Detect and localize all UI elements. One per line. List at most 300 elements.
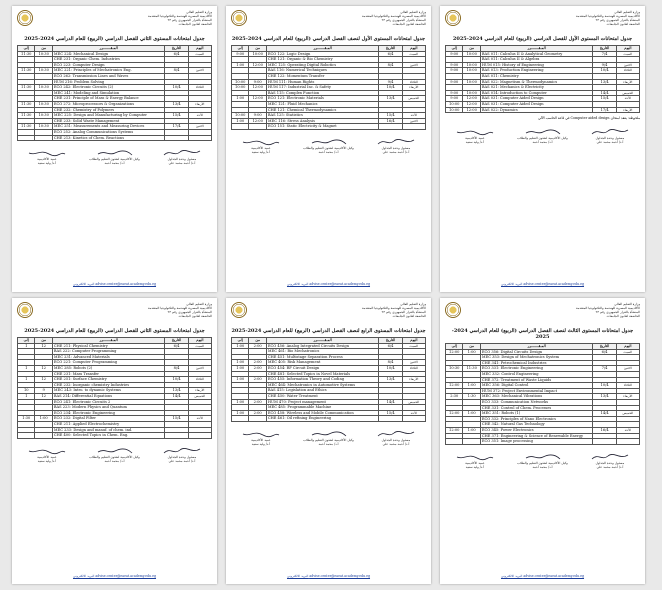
signature-scribble-icon [27,149,67,157]
day-cell [188,135,211,141]
col-day: اليوم [616,344,639,350]
time-from-cell: 12 [35,377,52,383]
sheet-level1 [440,6,645,292]
date-cell: 7/4 [593,366,616,372]
time-from-cell: 12:00 [249,85,266,91]
date-cell: 15/4 [593,96,616,102]
course-cell: MEC 353: Design of Mechatronics System [480,355,593,361]
col-date: التاريخ [379,46,402,52]
time-to-cell: 12:00 [446,383,463,389]
time-to-cell: 1:30 [18,416,35,422]
course-cell: ECO 456: Analog Integrated Circuits Design [266,343,379,349]
header-text [560,10,640,26]
date-cell: 8/4 [379,360,402,366]
course-cell: ECO 262: Transmission Lines and Waves [52,73,165,79]
course-cell: ECO 333: Communication Networks [480,399,593,405]
course-cell: MEC 464: Mechatronics in Automotive Systems [266,382,379,388]
time-to-cell: 11:30 [18,68,35,74]
day-cell: الأربعاء [188,388,211,394]
academy-seal-icon [17,302,33,318]
header-line: وزارة التعليم العالي [614,10,640,14]
signature-role: مسئول وحدة الجداول [167,157,197,162]
signatures [231,430,426,446]
header-line: الأكاديمية المصرية للهندسة والتكنولوجيا المتقدمة [147,306,212,310]
day-cell: الأربعاء [402,85,425,91]
signature-scribble-icon [455,128,495,136]
sheet-level4 [226,298,431,584]
signatures [17,447,212,463]
time-to-cell: 1:00 [232,410,249,416]
footer-email[interactable] [226,282,431,286]
date-cell [379,124,402,130]
course-cell: BAS 011: Calculus II & Analytical Geometry [480,51,593,57]
time-to-cell: 10:00 [232,113,249,119]
date-cell: 15/4 [379,410,402,416]
signature-person: أ.د/ وليد سعيد [251,149,271,154]
schedule-title: جدول امتحانات المستوى الثالث لنصف الفصل الدراسي (الربيع) للعام الدراسي 2024-2025 [451,328,634,340]
signature-person: أ.د/ وليد سعيد [251,441,271,446]
col-course: المـقـــــــرر [266,338,379,344]
col-date: التاريخ [379,338,402,344]
signature-person: أ.د/ محمد أحمد [318,149,339,154]
time-from-cell: 2:00 [249,343,266,349]
time-from-cell [35,135,52,141]
signature-role: مسئول وحدة الجداول [167,454,197,459]
course-cell: CHE 232: Chemistry of Polymers [52,107,165,113]
course-cell: MEC 285: Robots (2) [52,365,165,371]
signature-vice [513,128,573,144]
header-text [560,302,640,318]
header-line: وزارة التعليم العالي [400,302,426,306]
time-to-cell: 1:00 [232,399,249,405]
time-to-cell: 10:00 [446,107,463,113]
signature-scribble-icon [523,128,563,136]
time-from-cell [249,416,266,422]
date-cell: 13/4 [593,394,616,400]
footer-email[interactable] [12,282,217,286]
course-cell: MEC 121: Fluid Mechanics [266,101,379,107]
signature-person: أ.د/ أحمد محمد علي [168,161,196,166]
time-from-cell: 2:00 [249,360,266,366]
signature-person: أ.د/ محمد أحمد [318,441,339,446]
day-cell: الأربعاء [616,394,639,400]
signature-vice [85,447,145,463]
col-date: التاريخ [165,46,188,52]
day-cell: الاثنين [188,365,211,371]
signature-person: أ.د/ وليد سعيد [37,458,57,463]
time-from-cell: 10:30 [35,85,52,91]
course-cell: BAS 022: Magnetism & Thermodynamics [480,79,593,85]
time-from-cell: 12 [35,343,52,349]
course-cell: HUM 015: History of Engineering [480,62,593,68]
time-to-cell: 1:00 [232,118,249,124]
course-cell: BAS 115: Complex Function [266,90,379,96]
signature-role: مسئول وحدة الجداول [595,460,625,465]
signature-person: أ.د/ وليد سعيد [465,464,485,469]
academy-seal-icon [231,302,247,318]
date-cell: 13/4 [593,79,616,85]
header-line: الخاضعة لقانون الجامعات [178,314,212,318]
col-to: إلى [446,344,463,350]
signature-role: عميد الأكاديمية [251,145,271,150]
time-to-cell: 11:30 [18,51,35,57]
signature-person: أ.د/ محمد أحمد [104,458,125,463]
footer-label: البريد الالكتروني [72,282,95,286]
time-from-cell: 9 [35,388,52,394]
course-cell: MEC 116: Stress Analysis [266,118,379,124]
course-cell: CHE 342: Natural Gas Technology [480,422,593,428]
day-cell: الأحد [616,96,639,102]
time-from-cell: 12:00 [463,107,480,113]
date-cell: 15/4 [165,416,188,422]
signatures [445,453,640,469]
signatures [17,149,212,165]
time-from-cell: 1:00 [35,416,52,422]
course-cell: ECO 151: Static Electricity & Magnet [266,124,379,130]
col-course: المـقـــــــرر [52,338,165,344]
header-line: المنشأة بالقرار الجمهوري رقم ٢٣ [167,18,212,22]
col-from: من [463,344,480,350]
date-cell: 10/4 [379,365,402,371]
signature-person: أ.د/ أحمد محمد علي [382,149,410,154]
course-cell: MEC 231: Advanced Materials [52,354,165,360]
col-from: من [35,338,52,344]
col-to: إلى [18,338,35,344]
date-cell: 6/4 [379,343,402,349]
course-cell: CHE 450: Water Treatment [266,393,379,399]
header-text [132,302,212,318]
table-row [232,124,426,130]
time-to-cell [232,416,249,422]
course-cell: ECO 331: Electronic Engineering [480,366,593,372]
schedule-body [18,51,212,141]
date-cell: 10/4 [165,85,188,91]
academy-seal-icon [445,302,461,318]
course-cell: CHE 231: Mass Transfer [52,371,165,377]
time-from-cell: 10:30 [35,124,52,130]
course-cell: CHE 231: Principle of Mass & Energy Balance [52,96,165,102]
course-cell: HUM 111: Human Rights [266,79,379,85]
day-cell: الثلاثاء [188,85,211,91]
course-cell: CHE 451: Multistage Separation Process [266,354,379,360]
day-cell: الثلاثاء [616,68,639,74]
header-line: الخاضعة لقانون الجامعات [178,22,212,26]
course-cell: ECO 223: Computer Design [52,62,165,68]
footer-email[interactable] [12,574,217,578]
signature-scribble-icon [523,453,563,461]
day-cell: الأحد [616,427,639,433]
signature-unit [366,138,426,154]
signature-scribble-icon [241,138,281,146]
time-from-cell: 1:00 [463,411,480,417]
time-from-cell: 2:00 [249,410,266,416]
date-cell [379,416,402,422]
day-cell: السبت [402,343,425,349]
time-from-cell: 10:30 [35,51,52,57]
schedule-body [446,51,640,113]
header-line: المنشأة بالقرار الجمهوري رقم ٢٣ [167,310,212,314]
course-cell: CHE 331: Control of Chem. Processes [480,405,593,411]
course-cell: MEC 224: Mechanical Design [52,51,165,57]
signature-role: وكيل الأكاديمية لشئون التعليم والطلاب [517,136,568,141]
signature-role: وكيل الأكاديمية لشئون التعليم والطلاب [517,460,568,465]
col-course: المـقـــــــرر [266,46,379,52]
table-row [446,439,640,445]
course-cell: ECO 122: Logic Design [266,51,379,57]
time-to-cell: 9:00 [446,90,463,96]
academy-seal-icon [231,10,247,26]
course-cell: BAS 014: Introduction to Computer [480,90,593,96]
course-cell: ECO 232: Digital Filter [52,416,165,422]
time-from-cell: 12:00 [463,101,480,107]
day-cell: السبت [616,349,639,355]
col-course: المـقـــــــرر [480,344,593,350]
signature-role: مسئول وحدة الجداول [381,437,411,442]
schedule-table [17,337,212,439]
header-line: المنشأة بالقرار الجمهوري رقم ٢٣ [595,18,640,22]
day-cell: السبت [402,51,425,57]
signature-person: أ.د/ محمد أحمد [532,464,553,469]
course-cell: ECO 356: Digital Circuits Design [480,349,593,355]
signature-role: مسئول وحدة الجداول [595,136,625,141]
table-row [446,107,640,113]
footer-label: البريد الالكتروني [72,574,95,578]
signature-role: وكيل الأكاديمية لشئون التعليم والطلاب [89,454,140,459]
day-cell: الأحد [402,410,425,416]
header-text [132,10,212,26]
day-cell: الثلاثاء [402,365,425,371]
day-cell [188,433,211,439]
day-cell: الاثنين [402,360,425,366]
date-cell: 8/4 [379,62,402,68]
time-from-cell: 11:30 [463,366,480,372]
footer-email[interactable] [440,574,645,578]
time-to-cell: 1 [18,365,35,371]
header-line: الأكاديمية المصرية للهندسة والتكنولوجيا المتقدمة [361,306,426,310]
course-cell: MEC 405: Risk Management [266,360,379,366]
time-to-cell: 2:30 [446,394,463,400]
course-cell: BAS 022: Dynamics [480,107,593,113]
signature-scribble-icon [241,430,281,438]
schedule-table [445,343,640,445]
day-cell: الخميس [402,96,425,102]
date-cell: 15/4 [379,113,402,119]
signature-dean [445,128,505,144]
time-to-cell: 1 [18,377,35,383]
signature-scribble-icon [162,149,202,157]
date-cell [593,439,616,445]
time-from-cell: 1:30 [463,394,480,400]
signature-unit [580,453,640,469]
col-to: إلى [446,46,463,52]
schedule-title: جدول امتحانات المستوى الأول للفصل الدراسي (الربيع) للعام الدراسي 2024-2025 [452,36,633,42]
signature-person: أ.د/ أحمد محمد علي [596,140,624,145]
header-line: الخاضعة لقانون الجامعات [606,22,640,26]
course-cell: ECO 234: Electronic Engineering [52,410,165,416]
signature-dean [17,149,77,165]
course-cell: HUM 470: Project management [266,399,379,405]
time-to-cell: 11:30 [18,101,35,107]
course-cell: BAS 011: Chemistry [480,73,593,79]
col-day: اليوم [402,338,425,344]
date-cell: 16/4 [593,427,616,433]
signature-scribble-icon [455,453,495,461]
signature-unit [366,430,426,446]
date-cell: 15/4 [165,113,188,119]
footer-email[interactable] [226,574,431,578]
time-to-cell: 1:00 [232,365,249,371]
course-cell: MEC 241: Modeling and Simulation [52,90,165,96]
col-to: إلى [232,46,249,52]
schedule-body [232,51,426,129]
course-cell: CHE 231: Organic Chem. Industries [52,57,165,63]
signature-person: أ.د/ أحمد محمد علي [168,458,196,463]
signature-person: أ.د/ محمد أحمد [532,140,553,145]
course-cell: ECO 121: Electronic Materials [266,96,379,102]
time-from-cell: 2:00 [249,399,266,405]
col-day: اليوم [616,46,639,52]
signature-scribble-icon [162,447,202,455]
header-text [346,302,426,318]
schedule-body [232,343,426,421]
course-cell: HUM 117: Industrial Inc. & Safety [266,85,379,91]
time-to-cell: 1 [18,343,35,349]
header-line: الخاضعة لقانون الجامعات [392,22,426,26]
day-cell: الأربعاء [188,101,211,107]
day-cell: الثلاثاء [616,383,639,389]
table-row [232,416,426,422]
time-to-cell: 1 [18,393,35,399]
schedule-note: ملحوظة: يعقد امتحان Computer aided design في قاعة الحاسب الآلي [538,116,640,121]
date-cell: 10/4 [593,383,616,389]
time-to-cell: 1:00 [232,62,249,68]
course-cell: ECO 458: Wireless and Mobile Communication [266,410,379,416]
time-to-cell: 11:30 [18,124,35,130]
course-cell: CHE 461: Oil refining Engineering [266,416,379,422]
course-cell: ECO 351: Image processing [480,439,593,445]
course-cell: MEC 225: Design and Manufacturing by Computer [52,113,165,119]
sheet-header [445,10,640,34]
header-line: وزارة التعليم العالي [614,302,640,306]
time-to-cell: 9:00 [446,96,463,102]
time-from-cell: 12:00 [249,96,266,102]
time-from-cell [249,124,266,130]
time-from-cell: 10:30 [35,68,52,74]
day-cell: الأحد [188,113,211,119]
date-cell: 13/4 [165,388,188,394]
day-cell: الاثنين [616,62,639,68]
signature-dean [17,447,77,463]
course-cell: CHE 211: Physical Chemistry [52,343,165,349]
col-date: التاريخ [593,46,616,52]
course-cell: BAS 222: Computer Programming [52,349,165,355]
time-to-cell: 12:00 [446,411,463,417]
day-cell: الخميس [402,399,425,405]
sheet-level2 [12,6,217,292]
signature-role: وكيل الأكاديمية لشئون التعليم والطلاب [89,157,140,162]
course-cell: ECO 454: RF Circuit Design [266,365,379,371]
date-cell: 16/4 [379,118,402,124]
date-cell [165,433,188,439]
time-from-cell [35,433,52,439]
course-cell: ECO 455: Information Theory and Coding [266,377,379,383]
course-cell: HUM 372: Project Environmental Impact [480,388,593,394]
header-line: الأكاديمية المصرية للهندسة والتكنولوجيا المتقدمة [575,14,640,18]
signature-scribble-icon [590,453,630,461]
footer-url: advise.center@eaeat.academy.edu.eg [95,574,157,578]
signature-person: أ.د/ وليد سعيد [37,161,57,166]
header-line: الأكاديمية المصرية للهندسة والتكنولوجيا المتقدمة [361,14,426,18]
signature-vice [85,149,145,165]
course-cell: CHE 341: Petrochemical Industries [480,360,593,366]
day-cell: الخميس [616,411,639,417]
course-cell: CHE 251: Surface Chemistry [52,377,165,383]
signature-role: عميد الأكاديمية [37,157,57,162]
course-cell: BAS 116: Numerical Techniques [266,68,379,74]
course-cell: BAS 021: Mechanics & Electricity [480,85,593,91]
day-cell: الأربعاء [616,79,639,85]
sheet-header [231,302,426,326]
signature-role: عميد الأكاديمية [251,437,271,442]
course-cell: CHE 371: Engineering & Science of Renewable Energy [480,433,593,439]
footer-label: البريد الالكتروني [500,574,523,578]
course-cell: BAS 031: Computer Aided Design [480,101,593,107]
course-cell: ECO 252: Analog Communications Systems [52,129,165,135]
header-line: الأكاديمية المصرية للهندسة والتكنولوجيا المتقدمة [575,306,640,310]
course-cell: BAS 223: Modern Physics and Quantum [52,405,165,411]
time-from-cell: 10:30 [35,113,52,119]
time-from-cell: 10:30 [35,101,52,107]
time-to-cell: 11:30 [18,85,35,91]
time-from-cell: 10:00 [463,62,480,68]
course-cell: CHE 400: Selected Topics in Chem. Eng. [52,433,165,439]
signature-dean [445,453,505,469]
date-cell: 14/4 [165,393,188,399]
time-from-cell: 1:00 [463,427,480,433]
time-from-cell: 10:00 [463,79,480,85]
date-cell: 6/4 [165,51,188,57]
col-from: من [249,338,266,344]
date-cell [165,135,188,141]
footer-email[interactable] [440,282,645,286]
day-cell: الخميس [616,90,639,96]
header-line: وزارة التعليم العالي [186,10,212,14]
signature-role: عميد الأكاديمية [37,454,57,459]
col-date: التاريخ [165,338,188,344]
time-from-cell: 1:00 [463,349,480,355]
time-from-cell: 9:00 [249,113,266,119]
date-cell: 8/4 [165,68,188,74]
header-line: الخاضعة لقانون الجامعات [606,314,640,318]
course-cell: BAS 013: Production Engineering [480,68,593,74]
course-cell: MEC 363: Mechanical Vibrations [480,394,593,400]
col-day: اليوم [402,46,425,52]
sheet-header [445,302,640,326]
course-cell: ECO 272: Microprocessors & Organizations [52,101,165,107]
course-cell: MEC 485: Programmable Machine [266,405,379,411]
signature-vice [513,453,573,469]
time-to-cell: 10:00 [446,101,463,107]
day-cell: الثلاثاء [188,377,211,383]
time-to-cell: 1:00 [232,377,249,383]
signature-person: أ.د/ أحمد محمد علي [596,464,624,469]
date-cell: 6/4 [379,51,402,57]
date-cell: 13/4 [379,377,402,383]
footer-url: advise.center@eaeat.academy.edu.eg [309,282,371,286]
signature-unit [152,447,212,463]
time-to-cell: 10 [18,388,35,394]
time-from-cell: 10:00 [463,90,480,96]
